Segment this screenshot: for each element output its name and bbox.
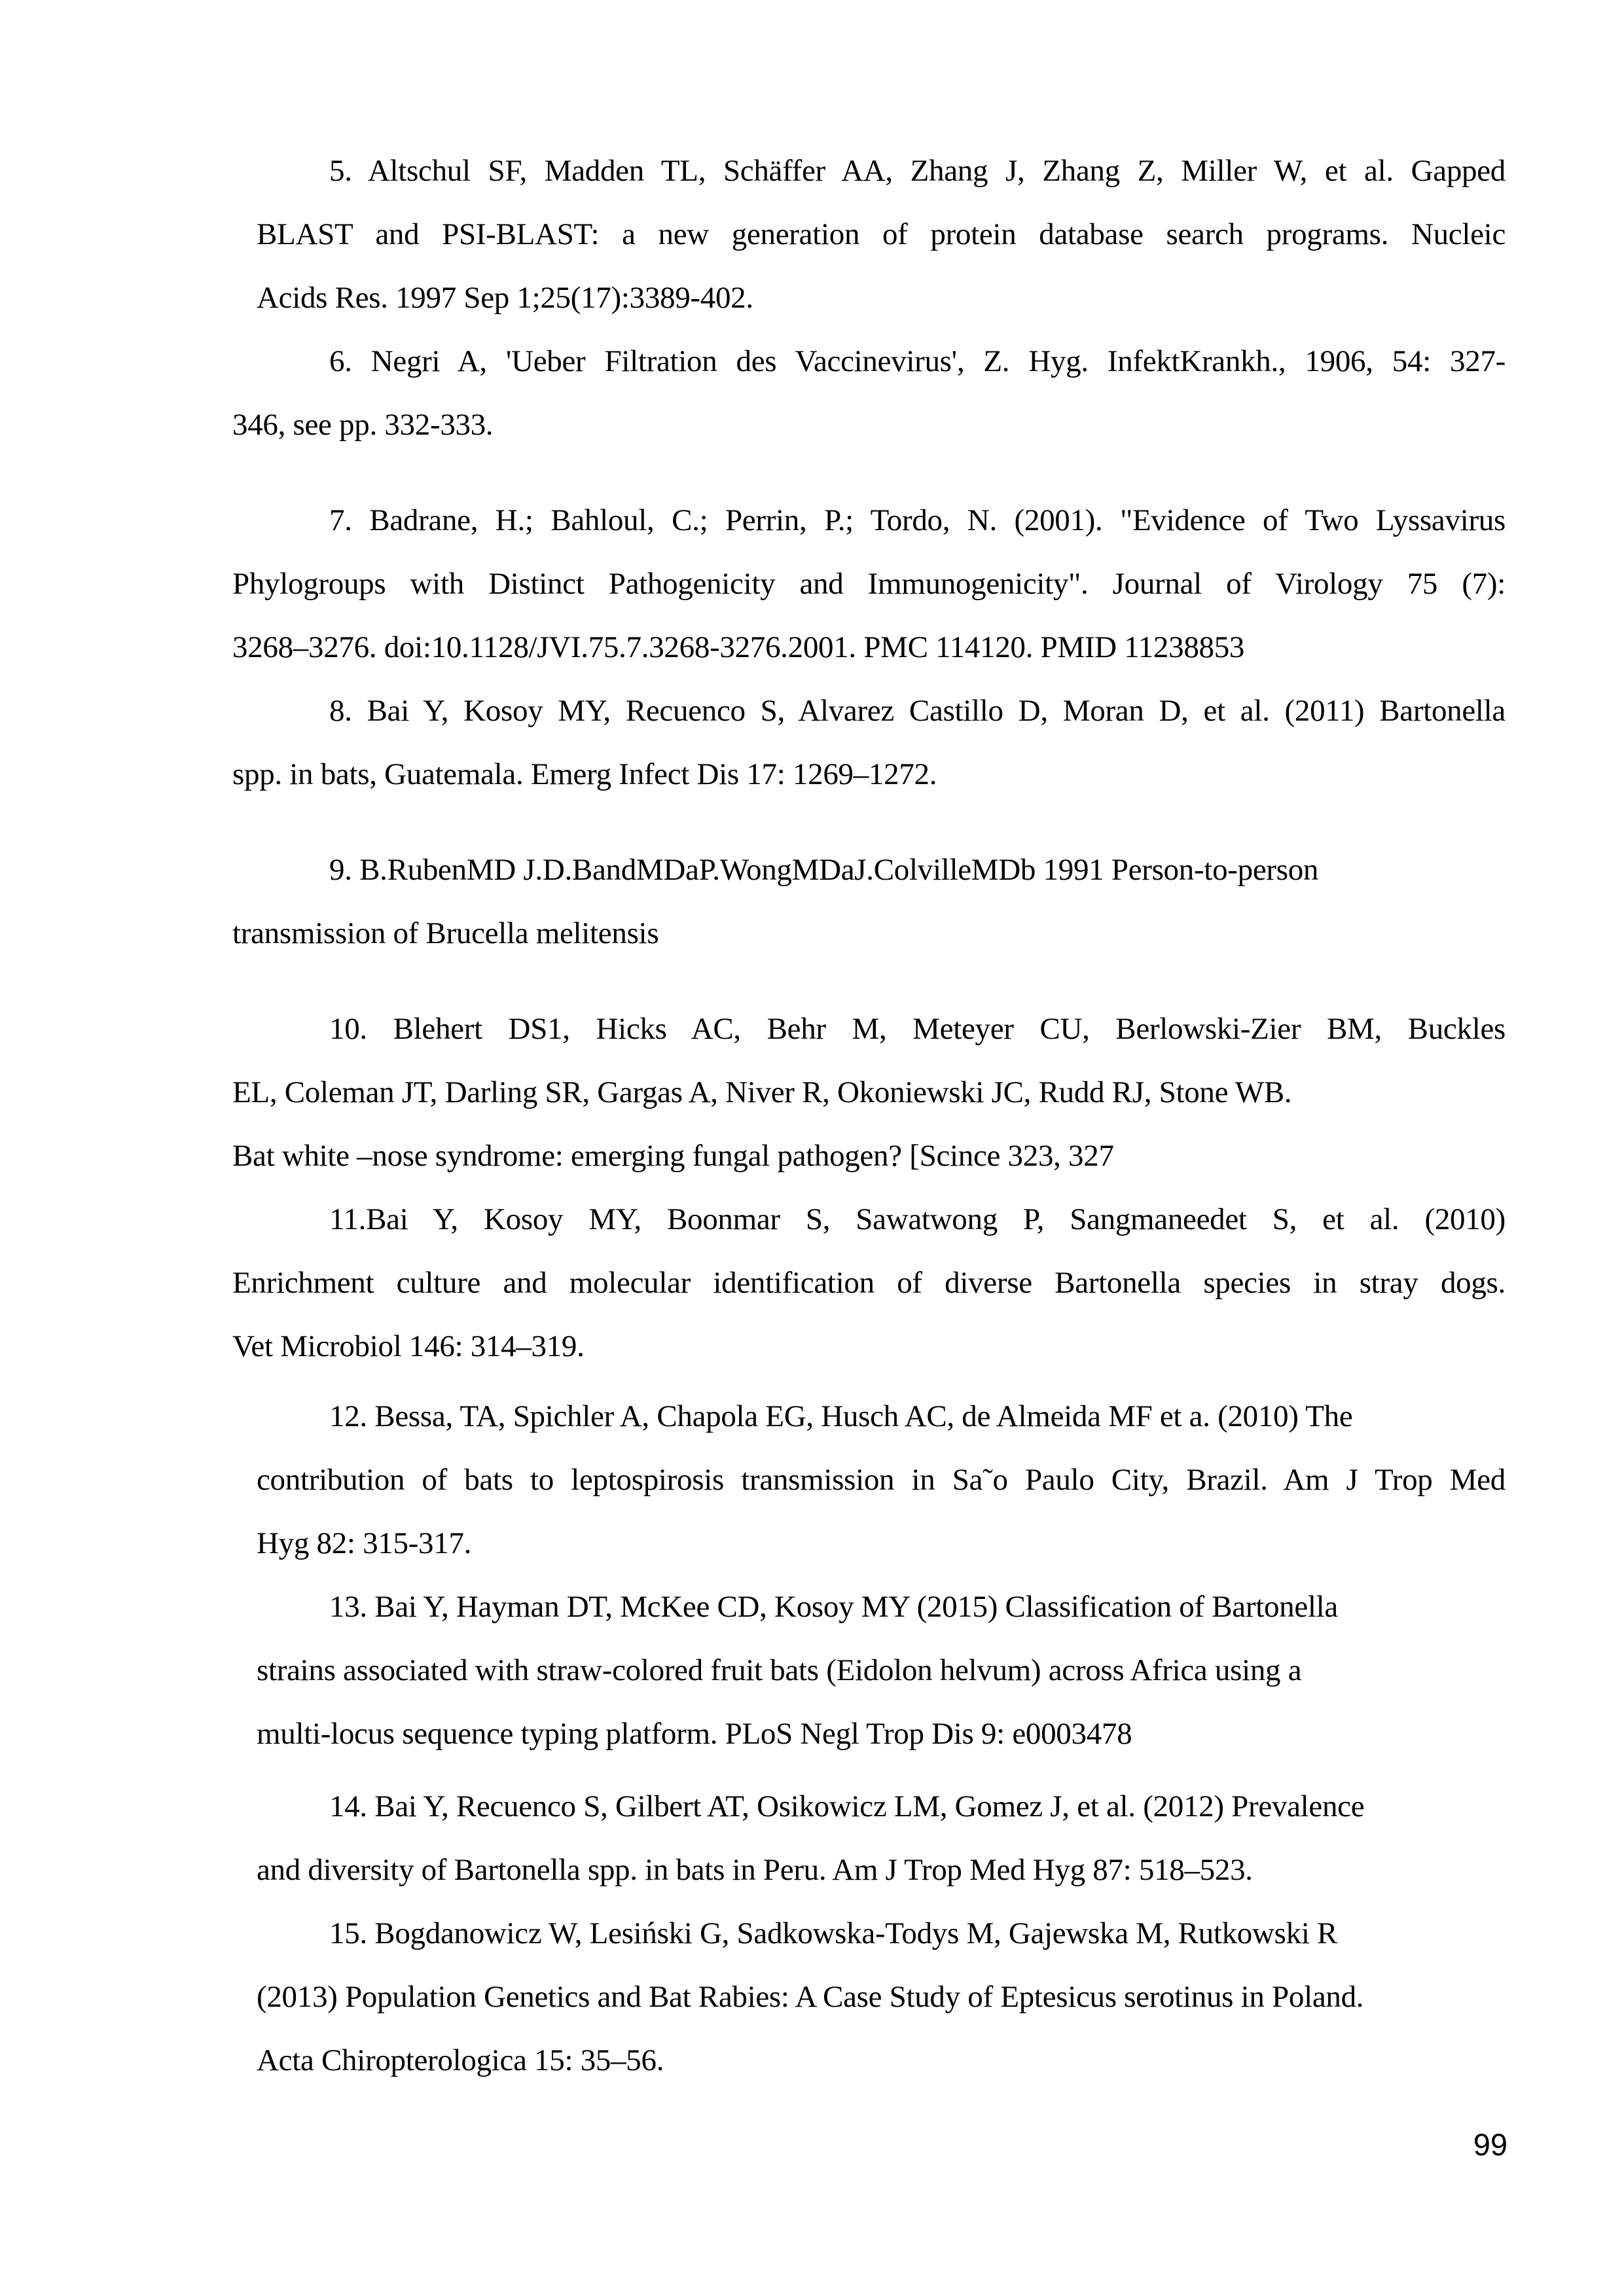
reference-line: Bat white –nose syndrome: emerging fungal pathogen? [Scince 323, 327 [232,1139,1114,1173]
reference-line: strains associated with straw-colored fruit bats (Eidolon helvum) across Africa using a [257,1653,1302,1687]
reference-line: multi-locus sequence typing platform. PLoS Negl Trop Dis 9: e0003478 [257,1717,1132,1751]
reference-line: Acta Chiropterologica 15: 35–56. [257,2043,664,2077]
references-list [0,139,1624,2092]
reference-line: transmission of Brucella melitensis [232,916,659,950]
reference-line: Enrichment culture and molecular identification of diverse Bartonella species in stray dogs. [232,1266,1506,1300]
reference-line: 11.Bai Y, Kosoy MY, Boonmar S, Sawatwong P, Sangmaneedet S, et al. (2010) [329,1202,1506,1236]
reference-line: 10. Blehert DS1, Hicks AC, Behr M, Meteyer CU, Berlowski-Zier BM, Buckles [329,1012,1506,1046]
reference-10 [0,997,1624,1188]
reference-line: contribution of bats to leptospirosis transmission in Sa˜o Paulo City, Brazil. Am J Trop Med [257,1463,1506,1497]
reference-15 [0,1902,1624,2092]
reference-line: Phylogroups with Distinct Pathogenicity and Immunogenicity". Journal of Virology 75 (7): [232,567,1506,601]
reference-7 [0,489,1624,679]
reference-line: 13. Bai Y, Hayman DT, McKee CD, Kosoy MY (2015) Classification of Bartonella [329,1590,1338,1624]
reference-line: spp. in bats, Guatemala. Emerg Infect Dis 17: 1269–1272. [232,757,937,791]
reference-9 [0,838,1624,965]
reference-13 [0,1575,1624,1766]
reference-line: EL, Coleman JT, Darling SR, Gargas A, Niver R, Okoniewski JC, Rudd RJ, Stone WB. [232,1075,1292,1109]
reference-line: 9. B.RubenMD J.D.BandMDaP.WongMDaJ.ColvilleMDb 1991 Person-to-person [329,853,1319,887]
reference-line: 346, see pp. 332-333. [232,408,494,442]
reference-line: 7. Badrane, H.; Bahloul, C.; Perrin, P.; Tordo, N. (2001). "Evidence of Two Lyssavirus [329,503,1506,537]
reference-line: and diversity of Bartonella spp. in bats in Peru. Am J Trop Med Hyg 87: 518–523. [257,1853,1253,1887]
reference-line: 15. Bogdanowicz W, Lesiński G, Sadkowska-Todys M, Gajewska M, Rutkowski R [329,1916,1338,1950]
reference-6 [0,330,1624,457]
reference-line: 12. Bessa, TA, Spichler A, Chapola EG, Husch AC, de Almeida MF et a. (2010) The [329,1399,1353,1433]
reference-line: BLAST and PSI-BLAST: a new generation of protein database search programs. Nucleic [257,217,1506,251]
reference-line: 5. Altschul SF, Madden TL, Schäffer AA, Zhang J, Zhang Z, Miller W, et al. Gapped [329,154,1506,188]
reference-8 [0,679,1624,806]
reference-line: Vet Microbiol 146: 314–319. [232,1329,585,1363]
reference-line: 8. Bai Y, Kosoy MY, Recuenco S, Alvarez Castillo D, Moran D, et al. (2011) Bartonella [329,694,1506,728]
reference-14 [0,1775,1624,1902]
reference-line: 14. Bai Y, Recuenco S, Gilbert AT, Osikowicz LM, Gomez J, et al. (2012) Prevalence [329,1789,1365,1823]
reference-12 [0,1385,1624,1575]
reference-line: Acids Res. 1997 Sep 1;25(17):3389-402. [257,281,753,315]
reference-5 [0,139,1624,330]
reference-line: Hyg 82: 315-317. [257,1526,472,1560]
reference-line: 3268–3276. doi:10.1128/JVI.75.7.3268-3276.2001. PMC 114120. PMID 11238853 [232,630,1245,664]
reference-11 [0,1188,1624,1378]
reference-line: 6. Negri A, 'Ueber Filtration des Vaccinevirus', Z. Hyg. InfektKrankh., 1906, 54: 327- [329,344,1506,378]
reference-line: (2013) Population Genetics and Bat Rabies: A Case Study of Eptesicus serotinus in Poland. [257,1980,1364,2014]
page-number: 99 [1473,2127,1507,2162]
